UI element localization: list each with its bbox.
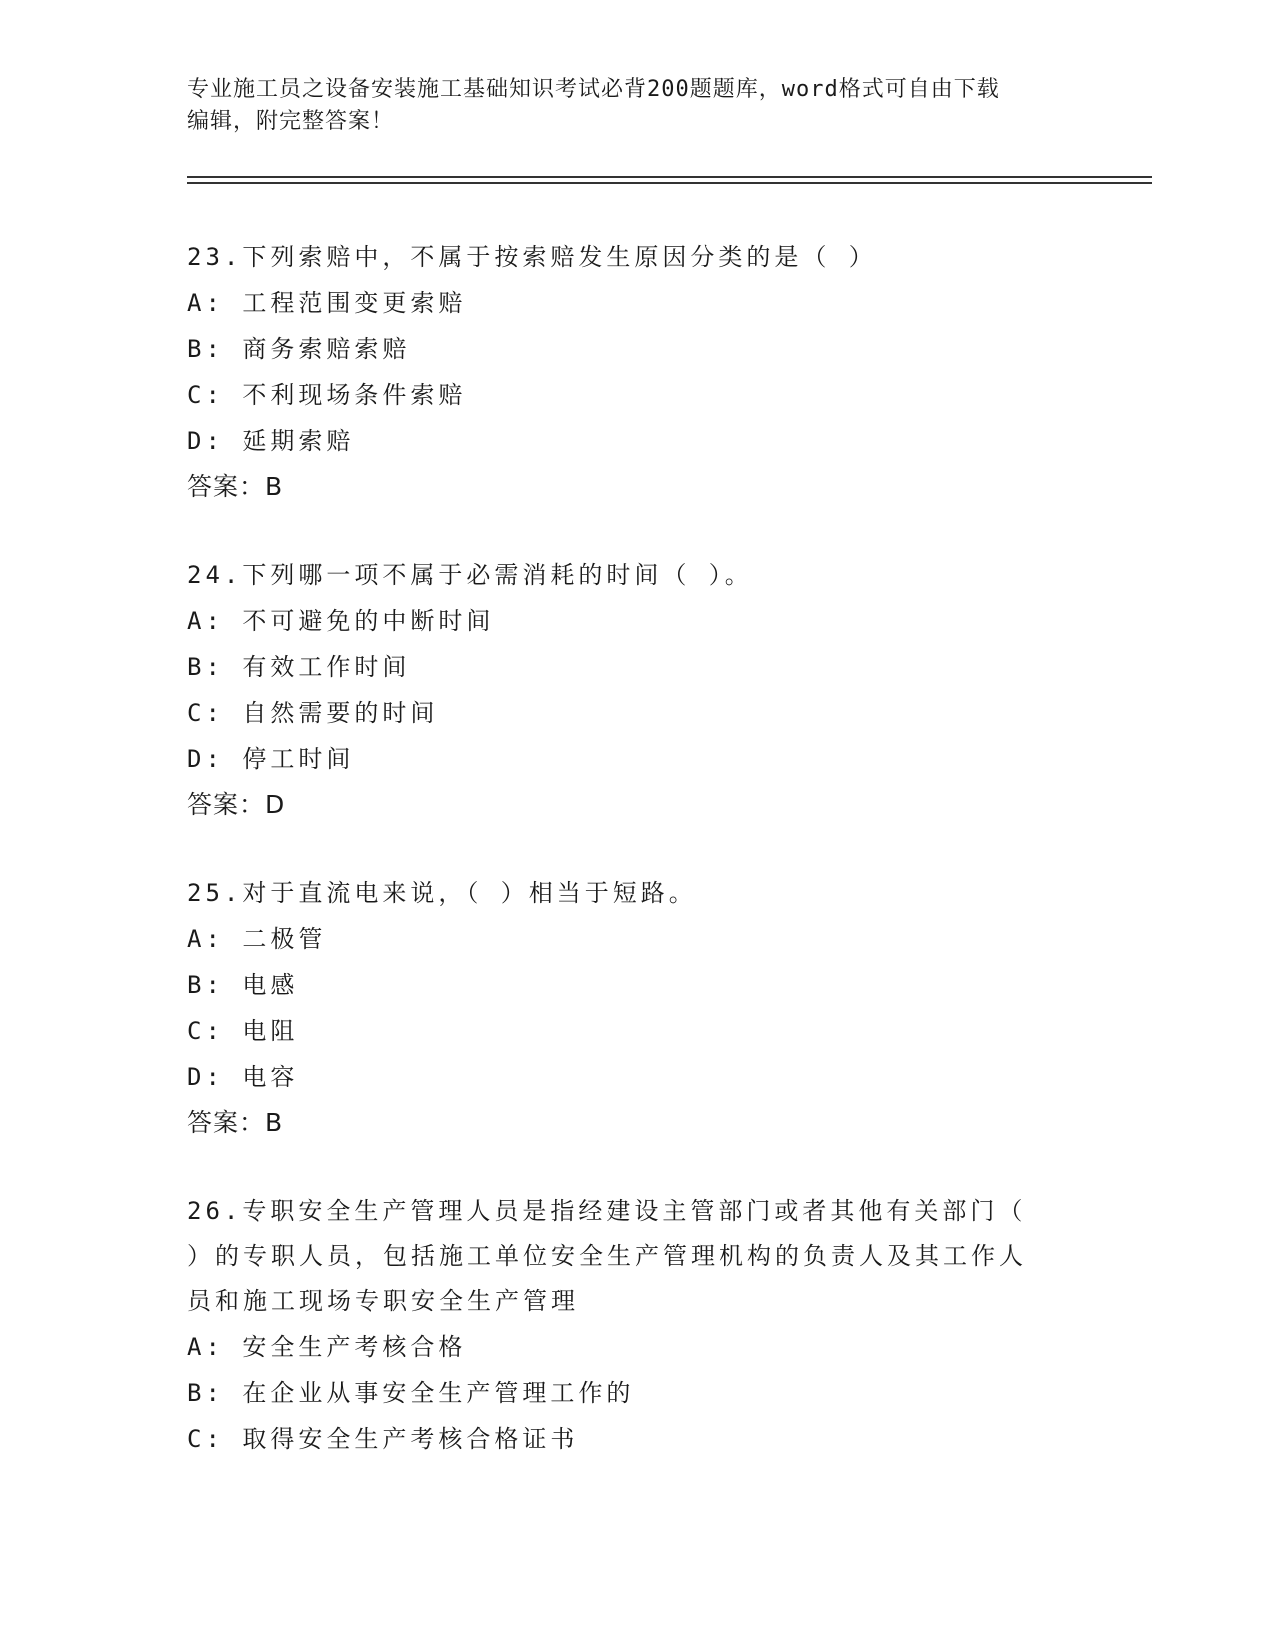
answer-line: 答案：B: [187, 472, 284, 501]
question-26: [187, 1189, 1067, 1462]
option-d: D: 电容: [187, 1063, 299, 1091]
option-d: D: 停工时间: [187, 745, 355, 773]
option-b: B: 有效工作时间: [187, 653, 411, 681]
option-b: B: 在企业从事安全生产管理工作的: [187, 1379, 635, 1407]
document-header: [187, 74, 1087, 138]
option-c: C: 取得安全生产考核合格证书: [187, 1425, 579, 1453]
header-divider-top: [187, 176, 1152, 178]
question-stem-line-2: ）的专职人员，包括施工单位安全生产管理机构的负责人及其工作人: [187, 1242, 1027, 1270]
question-stem: 24.下列哪一项不属于必需消耗的时间（ ）。: [187, 561, 753, 589]
option-c: C: 自然需要的时间: [187, 699, 439, 727]
header-divider-bottom: [187, 182, 1152, 184]
question-24: [187, 553, 1067, 828]
question-stem-line-3: 员和施工现场专职安全生产管理: [187, 1287, 579, 1315]
header-title-line-1: 专业施工员之设备安装施工基础知识考试必背200题题库，word格式可自由下载: [187, 77, 1000, 102]
option-c: C: 不利现场条件索赔: [187, 381, 467, 409]
option-a: A: 不可避免的中断时间: [187, 607, 495, 635]
option-a: A: 安全生产考核合格: [187, 1333, 467, 1361]
header-title-line-2: 编辑，附完整答案！: [187, 109, 395, 134]
option-a: A: 工程范围变更索赔: [187, 289, 467, 317]
option-d: D: 延期索赔: [187, 427, 355, 455]
option-b: B: 商务索赔索赔: [187, 335, 411, 363]
answer-line: 答案：D: [187, 790, 286, 819]
option-b: B: 电感: [187, 971, 299, 999]
option-c: C: 电阻: [187, 1017, 299, 1045]
question-stem-line-1: 26.专职安全生产管理人员是指经建设主管部门或者其他有关部门（: [187, 1197, 1027, 1225]
question-stem: 23.下列索赔中，不属于按索赔发生原因分类的是（ ）: [187, 243, 877, 271]
question-23: [187, 235, 1067, 510]
question-25: [187, 871, 1067, 1146]
option-a: A: 二极管: [187, 925, 327, 953]
question-stem: 25.对于直流电来说，（ ）相当于短路。: [187, 879, 697, 907]
answer-line: 答案：B: [187, 1108, 284, 1137]
